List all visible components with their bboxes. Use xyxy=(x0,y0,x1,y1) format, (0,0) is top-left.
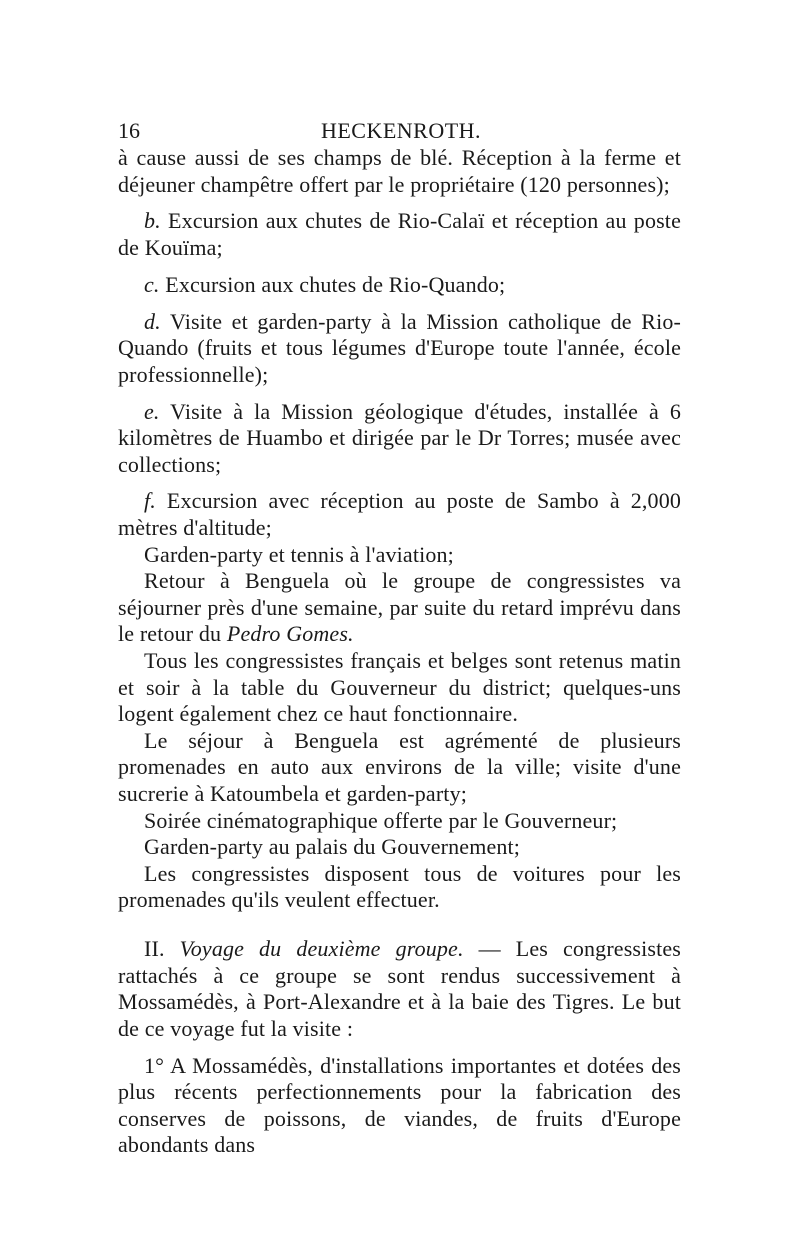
item-d: d. Visite et garden-party à la Mission catholique de Rio-Quando (fruits et tous légumes d'Europe toute l'année, école professionnelle); xyxy=(118,308,681,387)
running-head: HECKENROTH. xyxy=(320,118,482,143)
section-title: Voyage du deuxième groupe. xyxy=(179,935,464,961)
item-label: e. xyxy=(144,398,160,424)
item-label: 1° xyxy=(144,1052,165,1078)
item-1: 1° A Mossamédès, d'installations importantes et dotées des plus récents perfectionnements pour la fabrication des conserves de poissons, de viandes, de fruits d'Europe abondants dans xyxy=(118,1052,681,1158)
ship-name: Pedro Gomes. xyxy=(226,621,354,647)
paragraph-1: à cause aussi de ses champs de blé. Réception à la ferme et déjeuner champêtre offert par le propriétaire (120 personnes); xyxy=(118,145,681,197)
section-ii: II. Voyage du deuxième groupe. — Les congressistes rattachés à ce groupe se sont rendus successivement à Mossamédès, à Port-Alexandre et à la baie des Tigres. Le but de ce voyage fut la visite : xyxy=(118,935,681,1041)
body-text xyxy=(118,145,681,1169)
page-number: 16 xyxy=(118,118,140,143)
paragraph-garden-party-palais: Garden-party au palais du Gouvernement; xyxy=(144,834,521,860)
item-label: f. xyxy=(144,488,156,514)
page-header xyxy=(118,118,684,148)
paragraph-retour-benguela: Retour à Benguela où le groupe de congressistes va séjourner près d'une semaine, par suite du retard imprévu dans le retour du Pedro Gomes. xyxy=(118,568,681,647)
item-label: b. xyxy=(144,208,161,234)
item-c: c. Excursion aux chutes de Rio-Quando; xyxy=(144,271,506,297)
item-b: b. Excursion aux chutes de Rio-Calaï et réception au poste de Kouïma; xyxy=(118,208,681,260)
paragraph-congressistes-gouverneur: Tous les congressistes français et belges sont retenus matin et soir à la table du Gouverneur du district; quelques-uns logent également chez ce haut fonctionnaire. xyxy=(118,648,681,727)
item-label: c. xyxy=(144,271,160,297)
item-label: d. xyxy=(144,308,161,334)
section-number: II. xyxy=(144,935,165,961)
paragraph-soiree: Soirée cinématographique offerte par le Gouverneur; xyxy=(144,807,618,833)
paragraph-garden-party-aviation: Garden-party et tennis à l'aviation; xyxy=(144,541,454,567)
paragraph-sejour-benguela: Le séjour à Benguela est agrémenté de plusieurs promenades en auto aux environs de la ville; visite d'une sucrerie à Katoumbela et garden-party; xyxy=(118,727,681,806)
item-e: e. Visite à la Mission géologique d'études, installée à 6 kilomètres de Huambo et dirigée par le Dr Torres; musée avec collections; xyxy=(118,398,681,477)
item-f: f. Excursion avec réception au poste de Sambo à 2,000 mètres d'altitude; xyxy=(118,488,681,541)
paragraph-voitures: Les congressistes disposent tous de voitures pour les promenades qu'ils veulent effectuer. xyxy=(118,860,681,913)
